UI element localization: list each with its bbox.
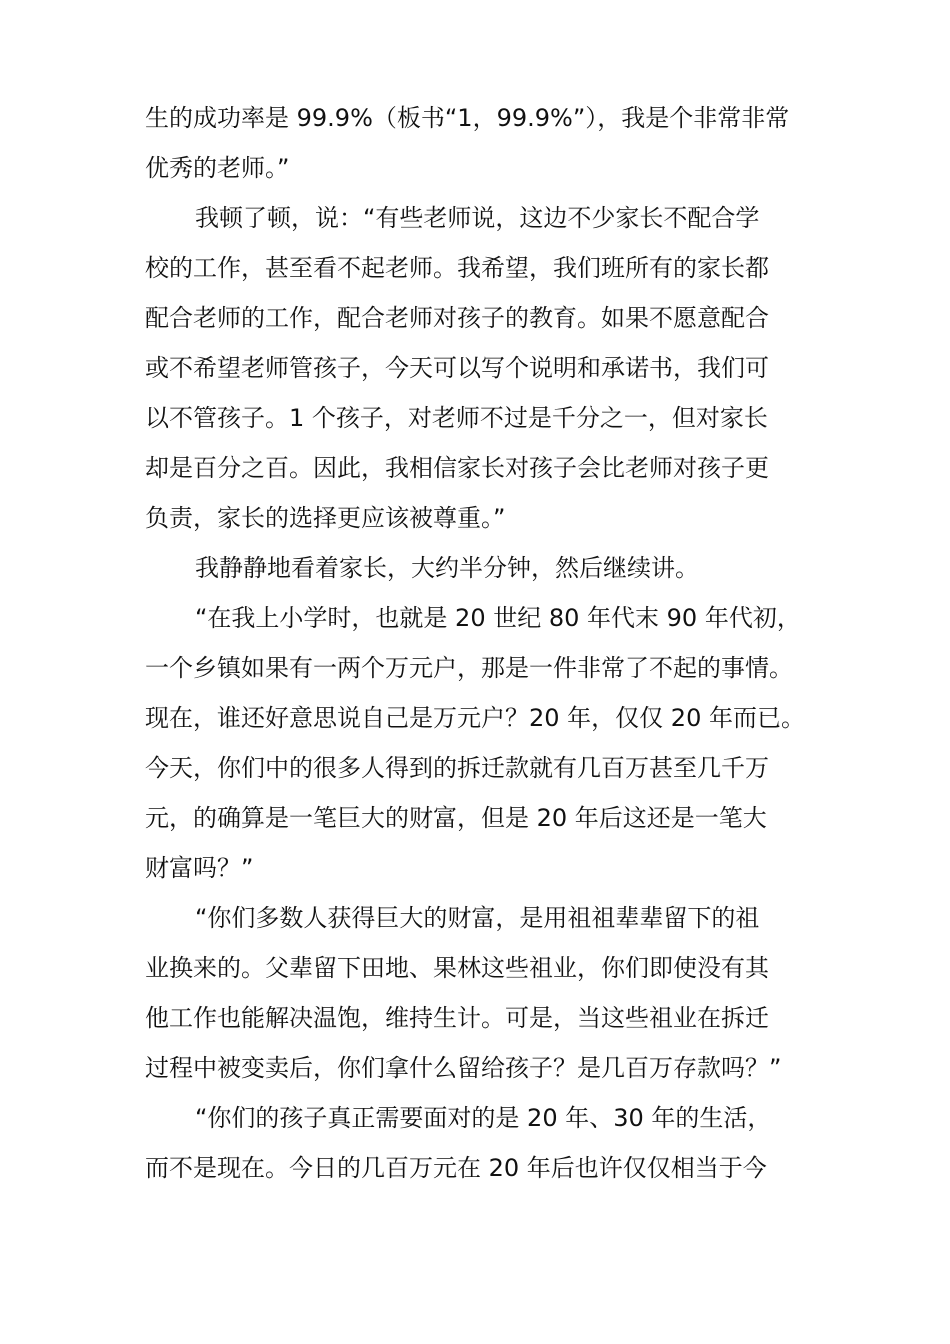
text-line-19: 他工作也能解决温饱，维持生计。可是，当这些祖业在拆迁 <box>145 1004 769 1032</box>
text-line-2: 优秀的老师。” <box>145 154 290 182</box>
text-line-13: 现在，谁还好意思说自己是万元户？20 年，仅仅 20 年而已。 <box>145 704 805 732</box>
text-line-15: 元，的确算是一笔巨大的财富，但是 20 年后这还是一笔大 <box>145 804 767 832</box>
text-line-21: “你们的孩子真正需要面对的是 20 年、30 年的生活， <box>195 1104 772 1132</box>
text-line-6: 或不希望老师管孩子，今天可以写个说明和承诺书，我们可 <box>145 354 769 382</box>
text-line-11: “在我上小学时，也就是 20 世纪 80 年代末 90 年代初， <box>195 604 801 632</box>
text-line-20: 过程中被变卖后，你们拿什么留给孩子？是几百万存款吗？” <box>145 1054 782 1082</box>
text-line-12: 一个乡镇如果有一两个万元户，那是一件非常了不起的事情。 <box>145 654 793 682</box>
text-line-14: 今天，你们中的很多人得到的拆迁款就有几百万甚至几千万 <box>145 754 769 782</box>
text-line-7: 以不管孩子。1 个孩子，对老师不过是千分之一，但对家长 <box>145 404 768 432</box>
text-line-1: 生的成功率是 99.9%（板书“1，99.9%”），我是个非常非常 <box>145 104 790 132</box>
text-line-18: 业换来的。父辈留下田地、果林这些祖业，你们即使没有其 <box>145 954 769 982</box>
text-line-8: 却是百分之百。因此，我相信家长对孩子会比老师对孩子更 <box>145 454 769 482</box>
text-line-22: 而不是现在。今日的几百万元在 20 年后也许仅仅相当于今 <box>145 1154 767 1182</box>
text-line-17: “你们多数人获得巨大的财富，是用祖祖辈辈留下的祖 <box>195 904 760 932</box>
text-line-16: 财富吗？” <box>145 854 254 882</box>
text-line-4: 校的工作，甚至看不起老师。我希望，我们班所有的家长都 <box>145 254 769 282</box>
text-line-5: 配合老师的工作，配合老师对孩子的教育。如果不愿意配合 <box>145 304 769 332</box>
text-line-10: 我静静地看着家长，大约半分钟，然后继续讲。 <box>195 554 699 582</box>
text-line-3: 我顿了顿，说：“有些老师说，这边不少家长不配合学 <box>195 204 760 232</box>
text-line-9: 负责，家长的选择更应该被尊重。” <box>145 504 506 532</box>
